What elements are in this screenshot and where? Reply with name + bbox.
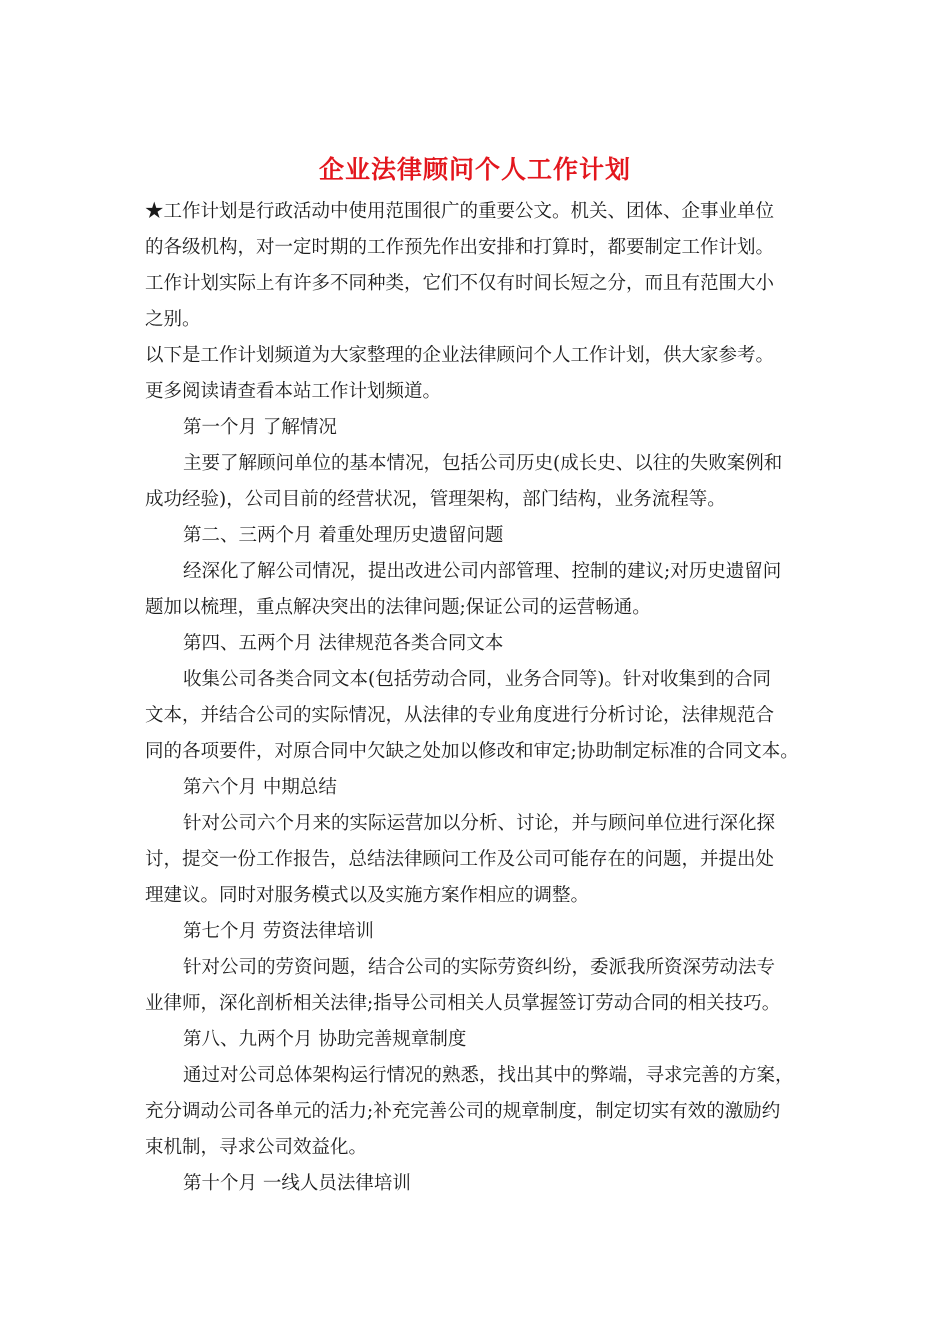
text-line: 第二、三两个月 着重处理历史遗留问题 (183, 525, 504, 546)
text-line: 针对公司六个月来的实际运营加以分析、讨论，并与顾问单位进行深化探 (183, 813, 776, 834)
text-line: 收集公司各类合同文本(包括劳动合同，业务合同等)。针对收集到的合同 (183, 669, 771, 690)
text-line: 理建议。同时对服务模式以及实施方案作相应的调整。 (145, 885, 590, 906)
text-line: 第四、五两个月 法律规范各类合同文本 (183, 633, 504, 654)
document-title: 企业法律顾问个人工作计划 (318, 155, 631, 184)
text-line: 针对公司的劳资问题，结合公司的实际劳资纠纷，委派我所资深劳动法专 (183, 957, 776, 978)
text-line: 成功经验)，公司目前的经营状况，管理架构，部门结构，业务流程等。 (145, 489, 726, 510)
text-line: 第一个月 了解情况 (183, 417, 337, 438)
text-line: ★工作计划是行政活动中使用范围很广的重要公文。机关、团体、企事业单位 (145, 201, 775, 222)
text-line: 之别。 (145, 309, 201, 330)
text-line: 同的各项要件，对原合同中欠缺之处加以修改和审定;协助制定标准的合同文本。 (145, 741, 799, 762)
text-line: 以下是工作计划频道为大家整理的企业法律顾问个人工作计划，供大家参考。 (145, 345, 775, 366)
text-line: 通过对公司总体架构运行情况的熟悉，找出其中的弊端，寻求完善的方案， (183, 1065, 794, 1086)
text-line: 第八、九两个月 协助完善规章制度 (183, 1029, 467, 1050)
text-line: 题加以梳理，重点解决突出的法律问题;保证公司的运营畅通。 (145, 597, 651, 618)
text-line: 的各级机构，对一定时期的工作预先作出安排和打算时，都要制定工作计划。 (145, 237, 775, 258)
text-line: 业律师，深化剖析相关法律;指导公司相关人员掌握签订劳动合同的相关技巧。 (145, 993, 781, 1014)
text-line: 束机制，寻求公司效益化。 (145, 1137, 368, 1158)
text-line: 文本，并结合公司的实际情况，从法律的专业角度进行分析讨论，法律规范合 (145, 705, 775, 726)
text-line: 工作计划实际上有许多不同种类，它们不仅有时间长短之分，而且有范围大小 (145, 273, 775, 294)
text-line: 经深化了解公司情况，提出改进公司内部管理、控制的建议;对历史遗留问 (183, 561, 782, 582)
text-line: 主要了解顾问单位的基本情况，包括公司历史(成长史、以往的失败案例和 (183, 453, 783, 474)
text-line: 更多阅读请查看本站工作计划频道。 (145, 381, 442, 402)
document-body (145, 194, 825, 1202)
text-line: 第七个月 劳资法律培训 (183, 921, 374, 942)
text-line: 讨，提交一份工作报告，总结法律顾问工作及公司可能存在的问题，并提出处 (145, 849, 775, 870)
text-line: 第十个月 一线人员法律培训 (183, 1173, 411, 1194)
text-line: 第六个月 中期总结 (183, 777, 337, 798)
text-line: 充分调动公司各单元的活力;补充完善公司的规章制度，制定切实有效的激励约 (145, 1101, 781, 1122)
